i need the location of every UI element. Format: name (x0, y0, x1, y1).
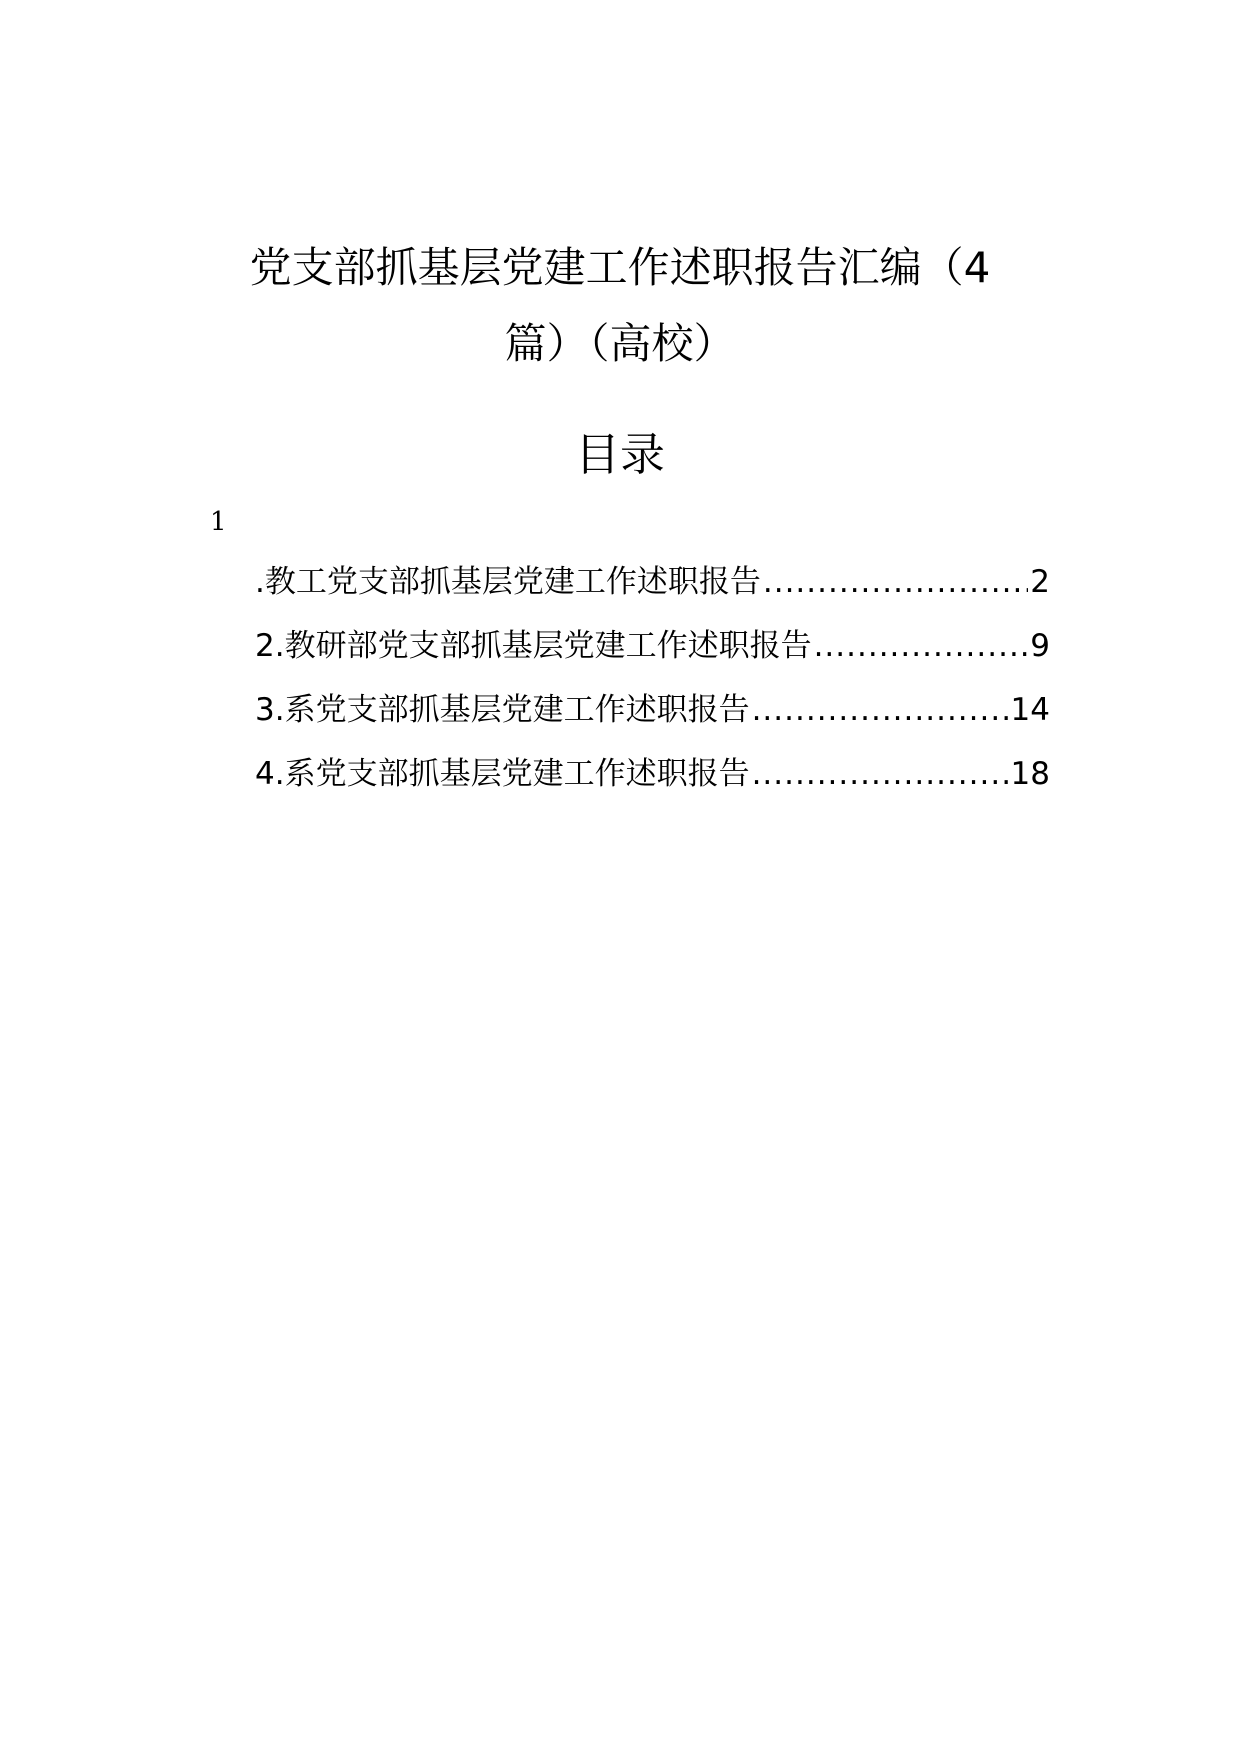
toc-dot-leader (752, 754, 1009, 794)
document-title-line-1: 党支部抓基层党建工作述职报告汇编（4 (249, 243, 991, 292)
table-of-contents (255, 562, 1050, 818)
toc-entry-page-number: 14 (1010, 692, 1050, 728)
document-title (200, 230, 1040, 382)
toc-entry-page-number: 18 (1010, 756, 1050, 792)
toc-heading: 目录 (574, 428, 665, 481)
toc-dot-leader (814, 626, 1029, 666)
toc-entry-1[interactable] (255, 562, 1050, 626)
toc-entry-label: 2.教研部党支部抓基层党建工作述职报告 (255, 628, 812, 664)
toc-entry-page-number: 9 (1030, 628, 1050, 664)
toc-dot-leader (752, 690, 1009, 730)
toc-entry-2[interactable] (255, 626, 1050, 690)
toc-entry-4[interactable] (255, 754, 1050, 818)
toc-dot-leader (763, 562, 1028, 602)
toc-entry-page-number: 2 (1030, 564, 1050, 600)
toc-entry-label: .教工党支部抓基层党建工作述职报告 (255, 564, 761, 600)
toc-number-marker: 1 (210, 507, 227, 537)
toc-entry-label: 4.系党支部抓基层党建工作述职报告 (255, 756, 750, 792)
toc-entry-3[interactable] (255, 690, 1050, 754)
document-title-line-2: 篇）（高校） (504, 319, 736, 368)
toc-entry-label: 3.系党支部抓基层党建工作述职报告 (255, 692, 750, 728)
